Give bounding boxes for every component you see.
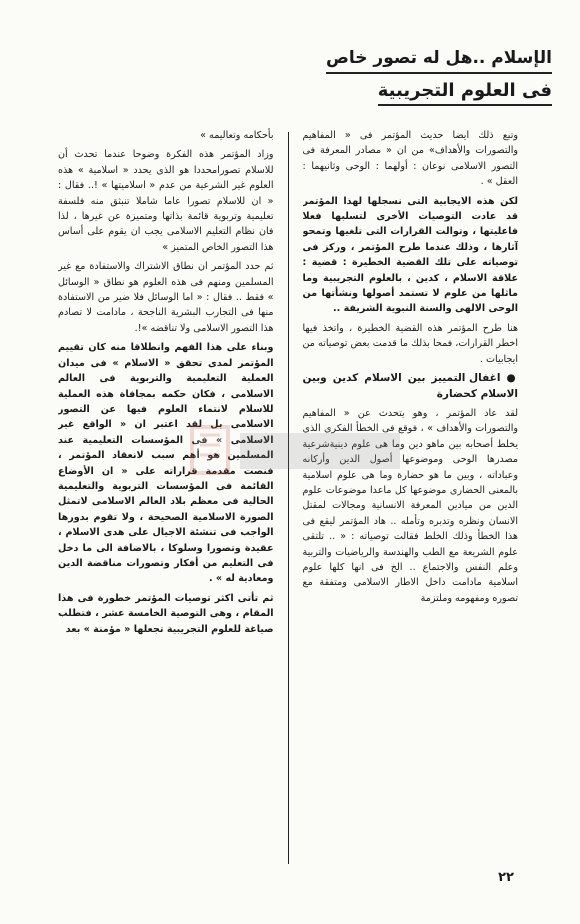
section-subhead-text: اغفال التمييز بين الاسلام كدين وبين الاسلام كحضارة	[302, 372, 518, 400]
paragraph: ثم تأتى اكثر توصيات المؤتمر خطورة فى هذا المقام ، وهى التوصية الخامسة عشر ، فتطلب صياغة للعلوم التجريبية تجعلها « مؤمنة » بعد	[58, 592, 274, 635]
paragraph: وبناء على هذا الفهم وانطلاقا منه كان تقييم المؤتمر لمدى تحقق « الاسلام » فى ميدان العملية التعليمية والتربوية فى العالم الاسلامى ، فكان حكمه بمجافاة هذه العملية للاسلام لانتماء العلوم فيها عن التصور الاسلامى بل لقد اعتبر ان « الواقع غير الاسلامى » فى المؤسسات التعليمية عند المسلمين هو أهم سبب لانعقاد المؤتمر ، فنصت مقدمة قراراته على « ان الأوضاع القائمة فى المؤسسات التربوية والتعليمية الحالية فى معظم بلاد العالم الاسلامى لاتمثل الصورة الاسلامية الصحيحة ، ولا تقوم بدورها الواجب فى تنشئة الاجيال على هدى الاسلام ، عقيدة وتصورا وسلوكا ، بالاضافة الى ما دخل فى التعليم من أفكار وتصورات مناقضة الدين ومعادية له » .	[58, 342, 274, 585]
article-title: الإسلام ..هل له تصور خاص	[326, 48, 552, 74]
paragraph: لكن هذه الايجابية التى نسجلها لهذا المؤتمر قد عادت التوصيات الأخرى لتسلبها فعلا فاعليتها ، وتوالت القرارات التى تلغيها وتمحو آثارها ، وذلك عندما طرح المؤتمر ، وركز فى توصياته على تلك القضية الخطيرة : قضية : علاقة الاسلام ، كدين ، بالعلوم التجريبية وما ماثلها من علوم لا تستمد أصولها ونشأتها من الوحى الالهى والسنة النبوية الشريفة ..	[302, 195, 518, 315]
paragraph: هنا طرح المؤتمر هذه القضية الخطيرة ، واتخذ فيها اخطر القرارات، فمحا بذلك ما قدمت بعض توصياته من ايجابيات .	[302, 322, 518, 365]
left-column	[58, 128, 274, 868]
column-divider	[288, 132, 289, 864]
paragraph: وزاد المؤتمر هذه الفكرة وضوحا عندما تحدث أن للاسلام تصورامحددا هو الذى يحدد « اسلامية » هذه العلوم غير الشرعية من عدم « اسلاميتها » !.. فقال : « ان للاسلام تصورا عاما شاملا تنبثق منه فلسفة تعليمية وتربوية قائمة بذاتها ومتميزة عن غيرها ، لذا فان نظام التعليم الاسلامى يجب ان يقوم على أساس هذا التصور الخاص المتميز »	[58, 149, 274, 253]
article-subtitle: فى العلوم التجريبية	[378, 80, 552, 106]
page-number: ٢٢	[498, 870, 514, 885]
text-columns	[58, 128, 518, 868]
paragraph: وتبع ذلك ايضا حديث المؤتمر فى « المفاهيم والتصورات والأهداف» من ان « مصادر المعرفة فى التصور الاسلامى نوعان : أولهما : الوحى وثانيهما : العقل » .	[302, 130, 518, 188]
article-header	[32, 48, 552, 106]
paragraph: ثم حدد المؤتمر ان نطاق الاشتراك والاستفادة مع غير المسلمين ومنهم فى هذه العلوم هو نطاق « الوسائل » فقط .. فقال : « اما الوسائل فلا ضير من الاستفادة منها فى التجارب البشرية الناجحة ، مادامت لا تصادم هذا التصور الاسلامى ولا تناقضه »!.	[58, 261, 274, 334]
paragraph: بأحكامه وتعاليمه »	[200, 130, 274, 141]
right-column	[303, 128, 519, 868]
paragraph: لقد عاد المؤتمر ، وهو يتحدث عن « المفاهيم والتصورات والأهداف » ، فوقع فى الخطأ الفكرى الذى يخلط أصحابه بين ماهو دين وما هى علوم دينيةشرعية مصدرها الوحى وموضوعها أصول الدين وأركانه وعباداته ، وبين ما هو حضارة وما هى علوم اسلامية بالمعنى الحضارى موضوعها كل ماعدا موضوعات علوم الدين من ميادين المعرفة الانسانية ومجالات لمقتل الانسان ونظره وتدبره وتأمله .. هاد المؤتمر ليقع فى هذا الخطأ وذلك الخلط فقالت توصياته : « .. تلتقى علوم الشريعة مع الطب والهندسة والرياضيات والتربية وعلم النفس والاجتماع .. الخ فى انها كلها علوم اسلامية مادامت داخل الاطار الاسلامى ومتفقة مع تصوره ومفهومه وملتزمة	[302, 407, 518, 604]
section-subhead: ● اغفال التمييز بين الاسلام كدين وبين الاسلام كحضارة	[302, 372, 518, 400]
